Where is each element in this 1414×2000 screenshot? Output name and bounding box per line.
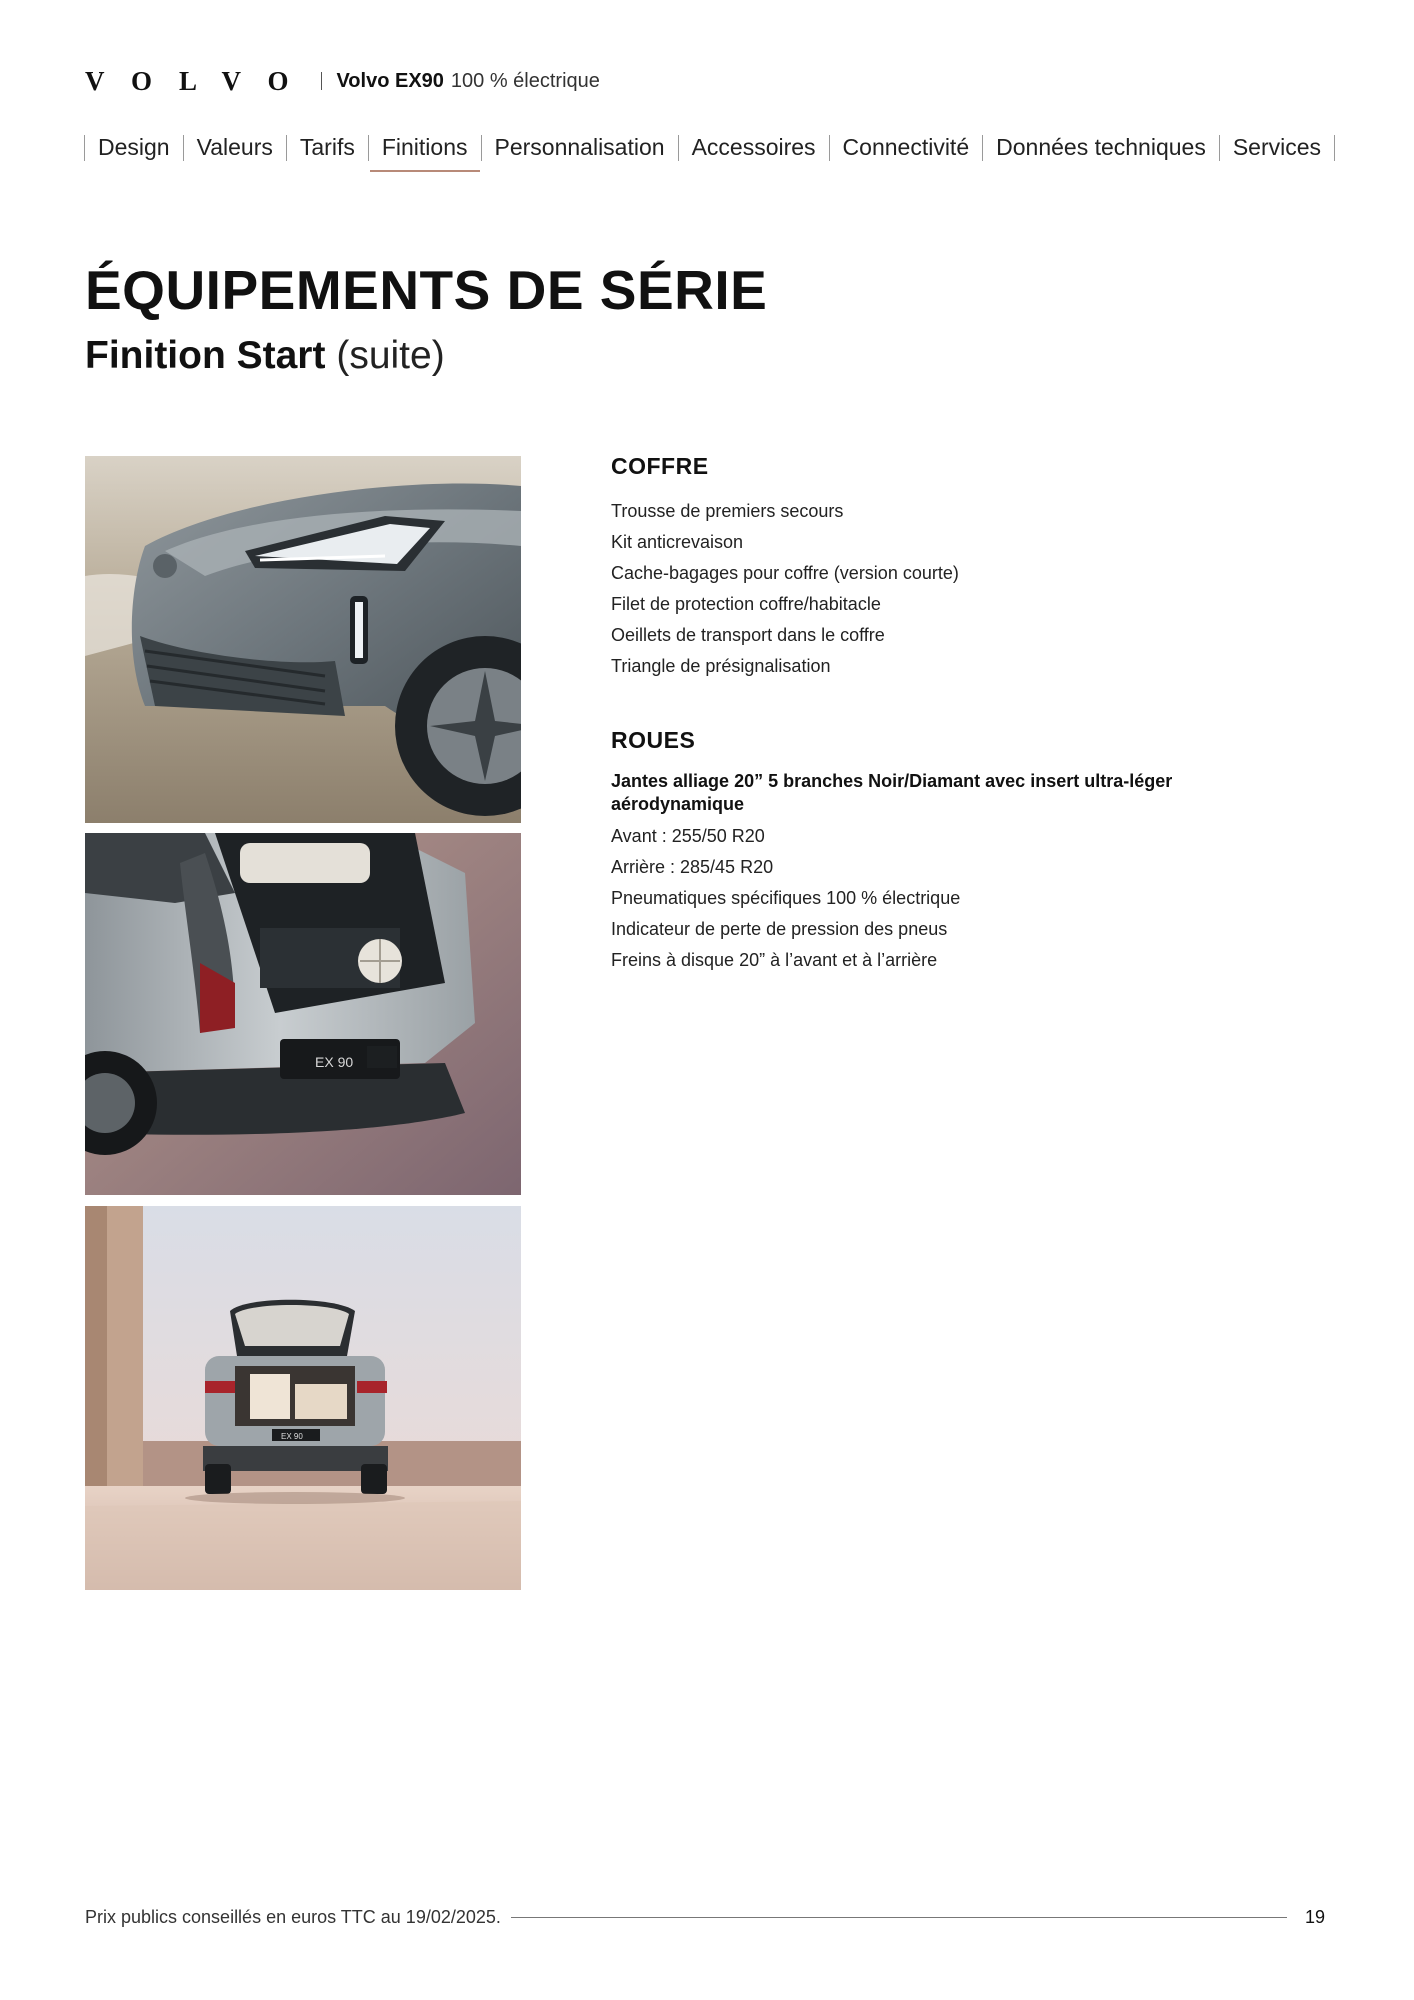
- nav-item-finitions[interactable]: Finitions: [369, 132, 481, 162]
- list-item: Triangle de présignalisation: [611, 656, 831, 676]
- nav-item-accessoires[interactable]: Accessoires: [691, 133, 816, 160]
- license-plate-text: EX 90: [281, 1432, 303, 1441]
- nav-item-services[interactable]: Services: [1232, 133, 1322, 160]
- section-roues: [611, 727, 1251, 976]
- list-item: Indicateur de perte de pression des pneus: [611, 919, 948, 939]
- nav-item-personnalisation[interactable]: Personnalisation: [494, 133, 665, 160]
- model-name: Volvo EX90: [336, 69, 444, 92]
- photo-open-trunk: [85, 833, 521, 1195]
- photo-front-headlight: [85, 456, 521, 823]
- nav-divider: [1334, 135, 1335, 161]
- list-item: Kit anticrevaison: [611, 532, 744, 552]
- section-coffre: [611, 453, 1251, 682]
- wheel-highlight: Jantes alliage 20” 5 branches Noir/Diamant avec insert ultra-léger aérodynamique: [611, 771, 1173, 814]
- page-title: ÉQUIPEMENTS DE SÉRIE: [85, 259, 768, 321]
- subtitle-suffix: (suite): [336, 334, 445, 377]
- page-number: 19: [1304, 1906, 1325, 1927]
- footer-rule: [511, 1917, 1287, 1918]
- list-item: Freins à disque 20” à l’avant et à l’arrière: [611, 950, 938, 970]
- header-divider: [321, 72, 322, 90]
- list-item: Avant : 255/50 R20: [611, 826, 765, 846]
- header: [85, 64, 600, 98]
- price-note: Prix publics conseillés en euros TTC au 19/02/2025.: [85, 1906, 501, 1927]
- main-nav: [84, 132, 1335, 172]
- license-plate-text: EX 90: [315, 1054, 354, 1070]
- list-item: Cache-bagages pour coffre (version courte): [611, 563, 959, 583]
- equipment-list: [611, 496, 1251, 682]
- subtitle-trim: Finition Start: [85, 334, 326, 377]
- list-item: Arrière : 285/45 R20: [611, 857, 774, 877]
- section-heading: ROUES: [611, 727, 696, 753]
- list-item: Oeillets de transport dans le coffre: [611, 625, 885, 645]
- list-item: Filet de protection coffre/habitacle: [611, 594, 881, 614]
- volvo-logo[interactable]: VOLVO: [85, 65, 316, 96]
- nav-item-tarifs[interactable]: Tarifs: [299, 133, 355, 160]
- photo-rear-view: [85, 1206, 521, 1590]
- nav-item-donnees-techniques[interactable]: Données techniques: [996, 133, 1206, 160]
- nav-item-valeurs[interactable]: Valeurs: [196, 133, 273, 160]
- model-suffix: 100 % électrique: [450, 69, 600, 92]
- page-subtitle: [85, 334, 445, 378]
- nav-item-connectivite[interactable]: Connectivité: [842, 133, 970, 160]
- list-item: Pneumatiques spécifiques 100 % électrique: [611, 888, 961, 908]
- nav-item-design[interactable]: Design: [98, 133, 170, 160]
- footer: [85, 1904, 1325, 1930]
- equipment-list: [611, 821, 1251, 976]
- section-heading: COFFRE: [611, 453, 709, 479]
- list-item: Trousse de premiers secours: [611, 501, 844, 521]
